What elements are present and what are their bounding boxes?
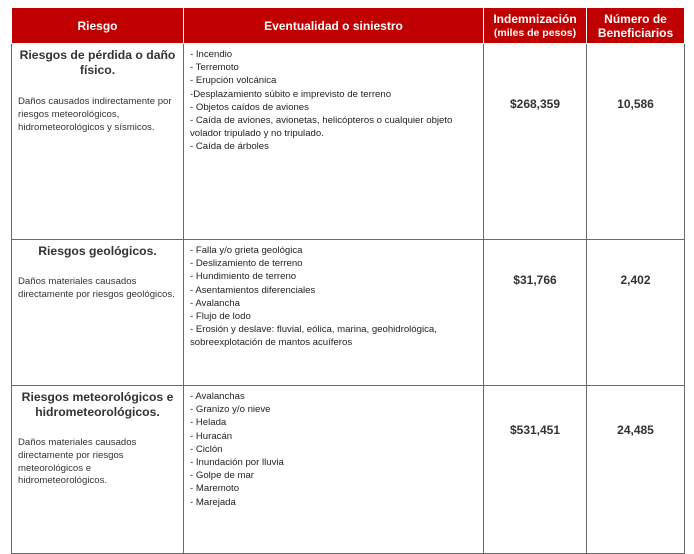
event-item: - Ciclón [190,443,223,455]
header-indemnizacion [484,8,587,44]
risk-cell [12,240,184,386]
table-row [12,240,685,386]
event-item: - Objetos caídos de aviones [190,101,309,113]
risk-title: Riesgos meteorológicos e hidrometeorológicos. [21,390,174,419]
header-indemnizacion-label: Indemnización [493,11,577,26]
event-item: - Maremoto [190,483,240,495]
risk-cell [12,44,184,240]
indemnizacion-value: $268,359 [484,44,587,240]
indemnizacion-value: $531,451 [484,386,587,554]
event-item: - Erosión y deslave: fluvial, eólica, marina, geohidrológica, sobreexplotación de mantos acuíferos [190,324,437,349]
risk-title: Riesgos de pérdida o daño físico. [19,48,176,77]
event-item: - Caída de aviones, avionetas, helicópteros o cualquier objeto volador tripulado y no tripulado. [190,115,453,140]
event-item: - Marejada [190,496,236,508]
event-item: - Inundación por lluvia [190,457,284,469]
events-list [190,48,477,154]
event-item: - Avalanchas [190,391,245,402]
table-row [12,44,685,240]
event-item: - Caída de árboles [190,141,269,153]
table-row [12,386,685,554]
beneficiarios-value: 2,402 [587,240,685,386]
event-item: - Avalancha [190,297,240,309]
event-item: - Deslizamiento de terreno [190,258,303,270]
events-cell [184,386,484,554]
header-eventualidad: Eventualidad o siniestro [184,8,484,44]
header-beneficiarios [587,8,685,44]
event-item: - Hundimiento de terreno [190,271,297,283]
event-item: - Flujo de lodo [190,311,251,323]
event-item: - Terremoto [190,62,239,74]
event-item: - Huracán [190,430,233,442]
event-item: - Incendio [190,49,233,60]
event-item: - Granizo y/o nieve [190,404,271,416]
risk-title: Riesgos geológicos. [38,244,157,258]
header-beneficiarios-line2: Beneficiarios [597,25,674,40]
event-item: - Falla y/o grieta geológica [190,245,303,256]
event-item: - Erupción volcánica [190,75,277,87]
header-indemnizacion-unit: (miles de pesos) [493,26,577,39]
event-item: - Helada [190,417,227,429]
insurance-risks-table [11,7,685,554]
indemnizacion-value: $31,766 [484,240,587,386]
risk-cell [12,386,184,554]
event-item: - Golpe de mar [190,470,254,482]
header-beneficiarios-line1: Número de [604,11,667,26]
risk-description: Daños materiales causados directamente por riesgos meteorológicos e hidrometeorológicos. [18,437,137,487]
beneficiarios-value: 10,586 [587,44,685,240]
events-list [190,244,477,350]
events-list [190,390,477,509]
event-item: -Desplazamiento súbito e imprevisto de terreno [190,88,392,100]
beneficiarios-value: 24,485 [587,386,685,554]
table-header [12,8,685,44]
header-riesgo: Riesgo [12,8,184,44]
event-item: - Asentamientos diferenciales [190,284,316,296]
events-cell [184,240,484,386]
events-cell [184,44,484,240]
risk-description: Daños materiales causados directamente por riesgos geológicos. [18,276,175,300]
risk-description: Daños causados indirectamente por riesgos meteorológicos, hidrometeorológicos y sísmicos. [18,96,172,133]
